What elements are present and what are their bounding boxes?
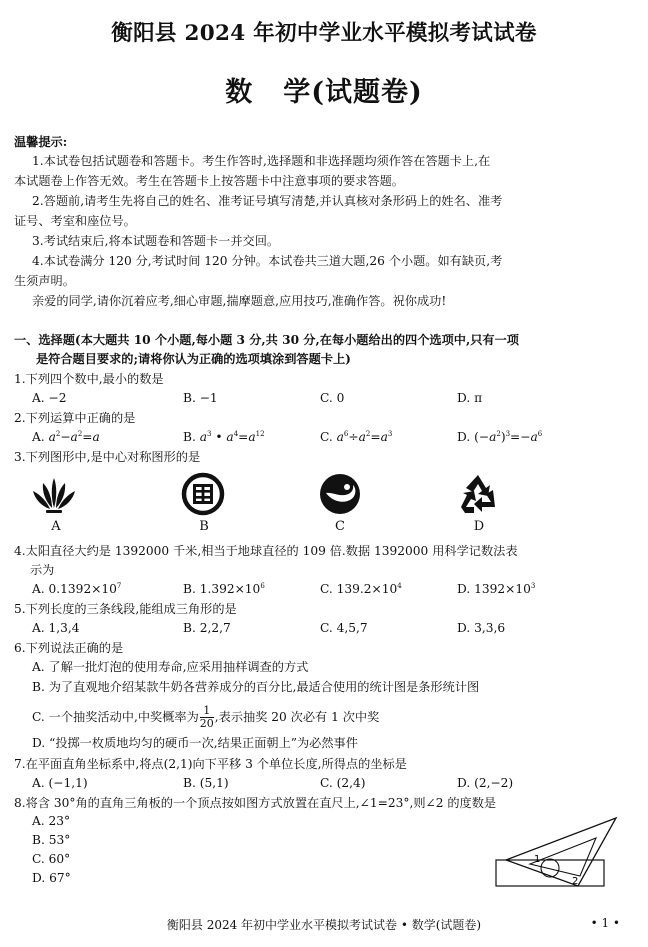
q2-option-c: C. $a^6\div a^2=a^3$ [320,430,393,444]
q6-stem: 6.下列说法正确的是 [14,641,124,655]
q5-stem: 5.下列长度的三条线段,能组成三角形的是 [14,602,237,616]
section1-heading-1: 一、选择题(本大题共 10 个小题,每小题 3 分,共 30 分,在每小题给出的四个选项中,只有一项 [14,333,519,347]
fraction [200,705,214,730]
q2-option-b: B. $a^3$ • $a^4=a^{12}$ [183,430,265,444]
q1-option-c: C. 0 [320,391,345,405]
q6-option-c [32,704,379,730]
q4-option-b: B. $1.392\times 10^6$ [183,582,265,596]
q5-option-a: A. 1,3,4 [32,621,80,635]
notice-line-6: 4.本试卷满分 120 分,考试时间 120 分钟。本试卷共三道大题,26 个小题。如有缺页,考 [32,254,503,268]
q5-option-c: C. 4,5,7 [320,621,368,635]
q2-option-d: D. $(-a^2)^3=-a^6$ [457,430,543,444]
notice-line-2: 本试题卷上作答无效。考生在答题卡上按答题卡中注意事项的要求答题。 [14,174,404,188]
q6-option-c-post: ,表示抽奖 20 次必有 1 次中奖 [214,710,380,724]
exam-title: 衡阳县 2024 年初中学业水平模拟考试试卷 [111,21,537,46]
q6-option-b: B. 为了直观地介绍某款牛奶各营养成分的百分比,最适合使用的统计图是条形统计图 [32,680,480,694]
angle-1-label: 1 [534,854,541,865]
bank-logo-icon [181,472,225,516]
q7-option-c: C. (2,4) [320,776,366,790]
angle-2-label: 2 [572,876,579,887]
q3-label-d: D [473,519,485,534]
ruler-triangle-figure [488,812,622,892]
q6-option-c-pre: C. 一个抽奖活动中,中奖概率为 [32,710,199,724]
notice-line-4: 证号、考室和座位号。 [14,214,136,228]
fraction-denominator: 20 [199,717,214,730]
q3-label-a: A [51,519,61,534]
triangle-hole [541,859,559,877]
q8-stem: 8.将含 30°角的直角三角板的一个顶点按如图方式放置在直尺上,∠1=23°,则∠2 的度数是 [14,796,497,810]
q2-stem: 2.下列运算中正确的是 [14,411,136,425]
dragon-circle-icon [318,472,362,516]
q4-stem-2: 示为 [30,563,55,577]
notice-line-7: 生须声明。 [14,274,75,288]
q3-label-b: B [199,519,209,534]
q7-option-a: A. (−1,1) [32,776,88,790]
q7-option-b: B. (5,1) [183,776,229,790]
q3-label-c: C [335,519,345,534]
fraction-numerator: 1 [200,705,214,718]
q8-option-b: B. 53° [32,833,71,847]
notice-line-1: 1.本试卷包括试题卷和答题卡。考生作答时,选择题和非选择题均须作答在答题卡上,在 [32,154,491,168]
lotus-icon [30,474,78,516]
q2-option-a: A. $a^2-a^2=a$ [32,430,100,444]
notice-line-8: 亲爱的同学,请你沉着应考,细心审题,揣摩题意,应用技巧,准确作答。祝你成功! [32,294,447,308]
q4-option-a: A. $0.1392\times 10^7$ [32,582,122,596]
notice-line-5: 3.考试结束后,将本试题卷和答题卡一并交回。 [32,234,280,248]
q1-stem: 1.下列四个数中,最小的数是 [14,372,164,386]
q1-option-d: D. π [457,391,483,405]
q3-stem: 3.下列图形中,是中心对称图形的是 [14,450,201,464]
q1-option-b: B. −1 [183,391,218,405]
ruler-shape [496,860,604,886]
notice-line-3: 2.答题前,请考生先将自己的姓名、准考证号填写清楚,并认真核对条形码上的姓名、准考 [32,194,503,208]
q8-option-c: C. 60° [32,852,71,866]
section1-heading-2: 是符合题目要求的;请将你认为正确的选项填涂到答题卡上) [36,352,351,366]
subject-rest: 学(试题卷) [283,77,423,108]
notice-heading: 温馨提示: [14,135,68,149]
q6-option-a: A. 了解一批灯泡的使用寿命,应采用抽样调查的方式 [32,660,309,674]
q5-option-b: B. 2,2,7 [183,621,231,635]
recycle-icon [455,472,501,516]
subject-title [0,70,648,109]
q7-option-d: D. (2,−2) [457,776,514,790]
q4-option-d: D. $1392\times 10^3$ [457,582,536,596]
q4-option-c: C. $139.2\times 10^4$ [320,582,402,596]
q8-option-d: D. 67° [32,871,71,885]
subject-char-1: 数 [225,77,254,108]
q1-option-a: A. −2 [32,391,67,405]
page-number: • 1 • [590,916,620,930]
q8-option-a: A. 23° [32,814,71,828]
q5-option-d: D. 3,3,6 [457,621,506,635]
q4-stem-1: 4.太阳直径大约是 1392000 千米,相当于地球直径的 109 倍.数据 1392000 用科学记数法表 [14,544,518,558]
page-footer: 衡阳县 2024 年初中学业水平模拟考试试卷 • 数学(试题卷) [166,918,482,932]
q7-stem: 7.在平面直角坐标系中,将点(2,1)向下平移 3 个单位长度,所得点的坐标是 [14,757,407,771]
q6-option-d: D. “投掷一枚质地均匀的硬币一次,结果正面朝上”为必然事件 [32,736,358,750]
